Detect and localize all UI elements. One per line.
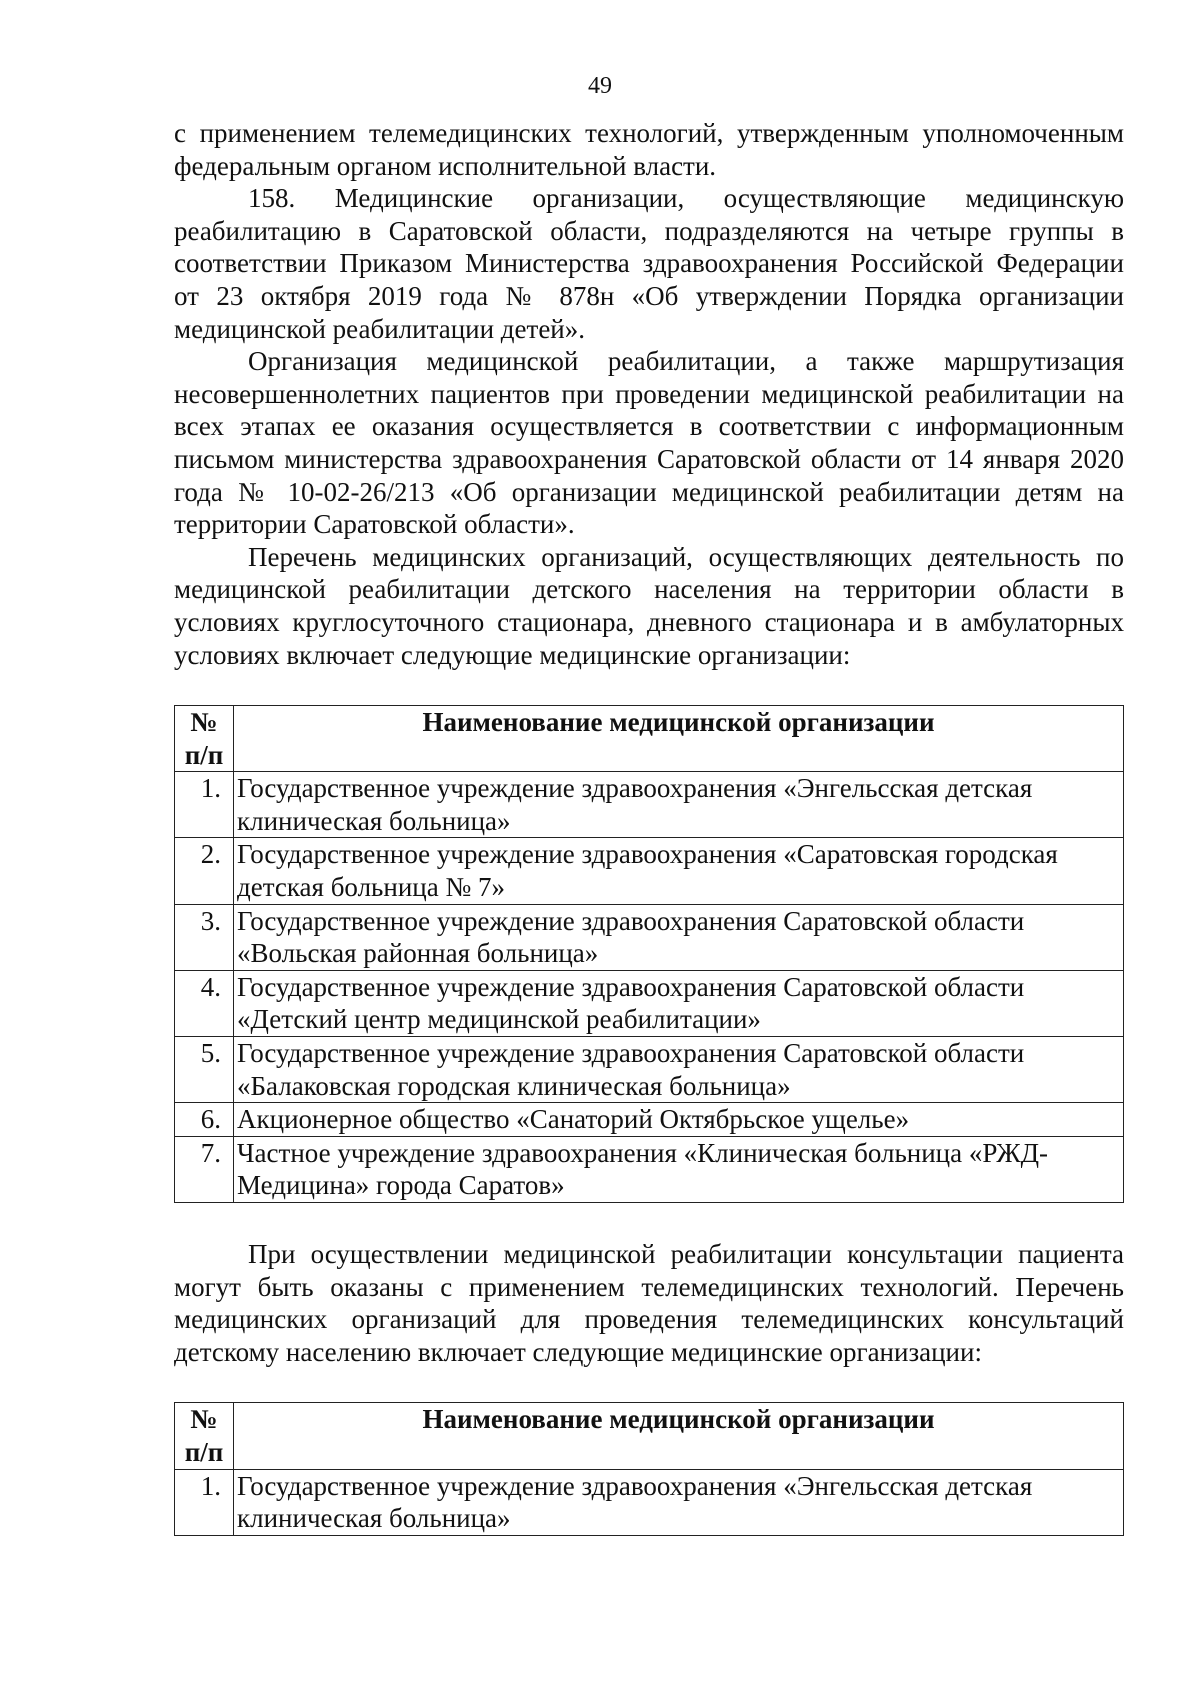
table-row bbox=[175, 970, 1124, 1036]
table-row bbox=[175, 904, 1124, 970]
row-name: Государственное учреждение здравоохранения Саратовской области «Детский центр медицинской реабилитации» bbox=[234, 970, 1124, 1036]
row-name: Государственное учреждение здравоохранения Саратовской области «Вольская районная больница» bbox=[234, 904, 1124, 970]
row-num: 7. bbox=[175, 1136, 234, 1202]
row-num: 4. bbox=[175, 970, 234, 1036]
table-row bbox=[175, 1037, 1124, 1103]
table-header-row bbox=[175, 1403, 1124, 1469]
row-num: 5. bbox=[175, 1037, 234, 1103]
row-name: Государственное учреждение здравоохранения «Саратовская городская детская больница № 7» bbox=[234, 838, 1124, 904]
table-header-row bbox=[175, 706, 1124, 772]
table-row bbox=[175, 1103, 1124, 1137]
row-num: 2. bbox=[175, 838, 234, 904]
table-row bbox=[175, 838, 1124, 904]
telemedicine-organizations-table bbox=[174, 1402, 1124, 1535]
row-num: 3. bbox=[175, 904, 234, 970]
header-name: Наименование медицинской организации bbox=[234, 1403, 1124, 1469]
row-name: Государственное учреждение здравоохранения «Энгельсская детская клиническая больница» bbox=[234, 772, 1124, 838]
table-row bbox=[175, 1469, 1124, 1535]
row-num: 1. bbox=[175, 772, 234, 838]
row-name: Государственное учреждение здравоохранения «Энгельсская детская клиническая больница» bbox=[234, 1469, 1124, 1535]
paragraph-continuation: с применением телемедицинских технологий, утвержденным уполномоченным федеральным органом исполнительной власти. bbox=[174, 118, 1124, 181]
document-body bbox=[174, 117, 1124, 1536]
paragraph-list-intro: Перечень медицинских организаций, осуществляющих деятельность по медицинской реабилитации детского населения на территории области в условиях круглосуточного стационара, дневного стационара и в амбулаторных условиях включает следующие медицинские организации: bbox=[174, 541, 1124, 670]
page-number: 49 bbox=[588, 73, 612, 99]
paragraph-telemedicine: При осуществлении медицинской реабилитации консультации пациента могут быть оказаны с применением телемедицинских технологий. Перечень медицинских организаций для проведения телемедицинских консультаций детскому населению включает следующие медицинские организации: bbox=[174, 1239, 1124, 1367]
paragraph-routing: Организация медицинской реабилитации, а также маршрутизация несовершеннолетних пациентов при проведении медицинской реабилитации на всех этапах ее оказания осуществляется в соответствии с информационным письмом министерства здравоохранения Саратовской области от 14 января 2020 года № 10-02-26/213 «Об организации медицинской реабилитации детям на территории Саратовской области». bbox=[174, 346, 1124, 540]
rehab-organizations-table bbox=[174, 705, 1124, 1203]
row-name: Акционерное общество «Санаторий Октябрьское ущелье» bbox=[234, 1103, 1124, 1137]
header-name: Наименование медицинской организации bbox=[234, 706, 1124, 772]
paragraph-158: 158. Медицинские организации, осуществляющие медицинскую реабилитацию в Саратовской области, подразделяются на четыре группы в соответствии Приказом Министерства здравоохранения Российской Федерации от 23 октября 2019 года № 878н «Об утверждении Порядка организации медицинской реабилитации детей». bbox=[174, 183, 1124, 344]
header-num: № п/п bbox=[175, 706, 234, 772]
table-row bbox=[175, 772, 1124, 838]
row-name: Частное учреждение здравоохранения «Клиническая больница «РЖД-Медицина» города Саратов» bbox=[234, 1136, 1124, 1202]
table-row bbox=[175, 1136, 1124, 1202]
row-num: 1. bbox=[175, 1469, 234, 1535]
header-num: № п/п bbox=[175, 1403, 234, 1469]
row-num: 6. bbox=[175, 1103, 234, 1137]
row-name: Государственное учреждение здравоохранения Саратовской области «Балаковская городская клиническая больница» bbox=[234, 1037, 1124, 1103]
